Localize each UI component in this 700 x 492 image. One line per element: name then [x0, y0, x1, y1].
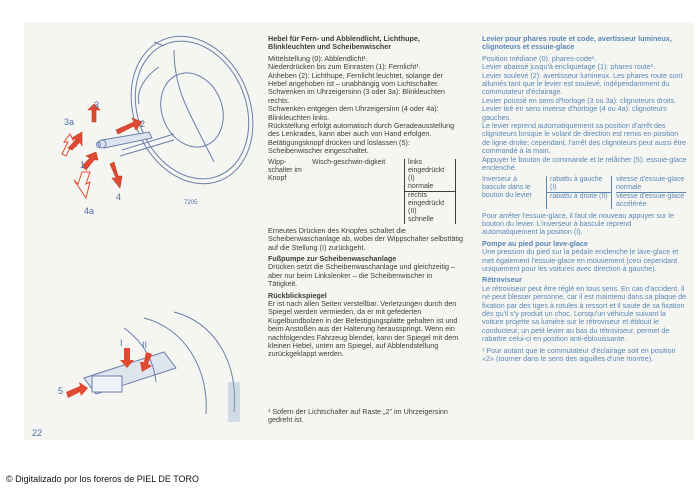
table-cell: Inverseur à bascule dans le bouton du levier [482, 175, 532, 199]
label-4a: 4a [84, 206, 95, 216]
paragraph: Une pression du pied sur la pédale enclenche le lave-glace et met également l'essuie-glace en mouvement (ceci cependant uniquement pour les voitures avec direction à gauche). [482, 247, 679, 273]
heading-foot-pump: Pompe au pied pour lave-glace [482, 238, 588, 248]
paragraph: Levier abaissé jusqu'à encliquetage (1): phares route¹. [482, 62, 656, 72]
paragraph: Le rétroviseur peut être réglé en tous sens. En cas d'accident, il ne peut blesser personne, car il est maintenu dans sa plaque de fixation par des tiges à rotules à ressort et il saute de sa fixation dès qu'il s'y produit un choc. Lorsqu'un véhicule suivant la voiture projette sa lumière sur le rétroviseur et éblouit le conducteur, un petit levier au bas du rétroviseur, permet de rabattre celui-ci en position anti-éblouissante. [482, 283, 687, 344]
label-1: 1 [80, 160, 86, 170]
paragraph: Er ist nach allen Seiten verstellbar. Verletzungen durch den Spiegel werden vermieden, da er mit gefederten Kugelbundbolzen in der Befestigungsplatte gehalten ist und beim Anstoßen aus der Halterung herausspringt. Wenn ein nachfolgendes Fahrzeug blendet, kann der Spiegel mit dem kleinen Hebel, unten am Spiegel, auf Abblendstellung zurückgeklappt werden. [268, 298, 459, 359]
scan-credit-footer: © Digitalizado por los foreros de PIEL DE TORO [6, 474, 200, 484]
steering-wheel-drawing [110, 22, 256, 202]
french-footnote: ¹ Pour autant que le commutateur d'éclairage soit en position «2» (tourner dans le sens des aiguilles d'une montre). [482, 345, 676, 363]
heading-foot-pump: Fußpumpe zur Scheibenwaschanlage [268, 253, 397, 263]
paragraph: Levier tiré en sens inverse d'horloge (4 ou 4a): clignoteurs gauches. [482, 104, 667, 122]
french-column [482, 35, 688, 363]
label-II: II [142, 340, 148, 350]
heading-lever: Hebel für Fern- und Abblendlicht, Lichthupe, Blinkleuchten und Scheibenwischer [268, 34, 420, 52]
label-3a: 3a [64, 117, 75, 127]
paragraph: Schwenken im Uhrzeigersinn (3 oder 3a): Blinkleuchten rechts. [268, 87, 445, 105]
heading-mirror: Rückblickspiegel [268, 290, 327, 300]
label-4: 4 [116, 192, 122, 202]
table-cell: links eingedrückt (I) [404, 159, 456, 183]
paragraph: Drücken setzt die Scheibenwaschanlage und gleichzeitig – aber nur beim Linkslenker – die Scheibenwischer in Tätigkeit. [268, 262, 455, 289]
label-0: 0 [96, 140, 102, 150]
paragraph: Rückstellung erfolgt automatisch durch Geradeausstellung des Lenkrades, kann aber auch von Hand erfolgen. [268, 121, 455, 139]
heading-mirror: Rétroviseur [482, 275, 522, 285]
table-cell: rabattu à droite (II) [546, 192, 612, 209]
paragraph: Betätigungsknopf drücken und loslassen (5): Scheibenwischer eingeschaltet. [268, 137, 410, 156]
table-cell: Wipp-schalter im Knopf [268, 158, 302, 182]
paragraph: Levier poussé en sens d'horloge (3 ou 3a): clignoteurs droits. [482, 95, 677, 105]
lever-stalk-drawing [98, 132, 152, 148]
page-number: 22 [32, 428, 43, 438]
paragraph: Pour arrêter l'essuie-glace, il faut de nouveau appuyer sur le bouton du levier. L'inverseur à bascule reprend automatiquement la position (I). [482, 210, 674, 237]
paragraph: Position médiane (0): phares-code¹. [482, 53, 597, 63]
paragraph: Schwenken entgegen dem Uhrzeigersinn (4 oder 4a): Blinkleuchten links. [268, 104, 439, 122]
paragraph: Niederdrücken bis zum Einrasten (1): Fernlicht¹. [268, 62, 421, 72]
table-cell: Wisch-geschwin-digkeit [312, 158, 386, 166]
paragraph: Levier soulevé (2): avertisseur lumineux. Les phares route sont allumés tant que le levier est soulevé, indépendamment du commutateur d'éclairage. [482, 70, 683, 97]
german-footnote: ¹ Sofern der Lichtschalter auf Raste „2" im Uhrzeigersinn gedreht ist. [268, 407, 448, 425]
german-column [268, 35, 463, 359]
heading-lever: Levier pour phares route et code, avertisseur lumineux, clignoteurs et essuie-glace [482, 34, 672, 52]
paragraph: Le levier reprend automatiquement sa position d'arrêt des clignoteurs lorsque le volant de direction est remis en position de ligne droite; cependant, l'arrêt des clignoteurs peut aussi être commandé à la main. [482, 121, 686, 156]
label-5: 5 [58, 386, 64, 396]
paragraph: Erneutes Drücken des Knopfes schaltet die Scheibenwaschanlage ab, wobei der Wippschalter selbsttätig auf die Stellung (I) zurückgeht. [268, 225, 463, 252]
table-cell: vitesse d'essuie-glace normale [616, 175, 685, 191]
wiper-speed-table [268, 159, 463, 224]
figure-code: 7205 [184, 200, 198, 206]
label-2: 2 [140, 119, 146, 129]
table-cell: normale [404, 183, 456, 191]
paragraph: Appuyer le bouton de commande et le relâcher (5): essuie-glace enclenché. [482, 154, 687, 173]
table-cell: vitesse d'essuie-glace accélérée [616, 192, 685, 208]
label-3: 3 [94, 100, 100, 110]
paragraph: Anheben (2): Lichthupe, Fernlicht leuchtet, solange der Hebel angehoben ist – unabhängig vom Lichtschalter. [268, 70, 444, 89]
label-I: I [120, 338, 123, 348]
paragraph: Mittelstellung (0): Abblendlicht¹. [268, 53, 368, 63]
wiper-switch-drawing [84, 312, 235, 414]
table-cell: rabattu à gauche (I) [546, 176, 612, 192]
steering-column-lever-illustration [24, 22, 256, 432]
table-cell: schnelle [404, 216, 456, 224]
manual-sheet [24, 22, 694, 440]
wiper-speed-table [482, 176, 688, 209]
table-cell: rechts eingedrückt (II) [404, 191, 456, 216]
